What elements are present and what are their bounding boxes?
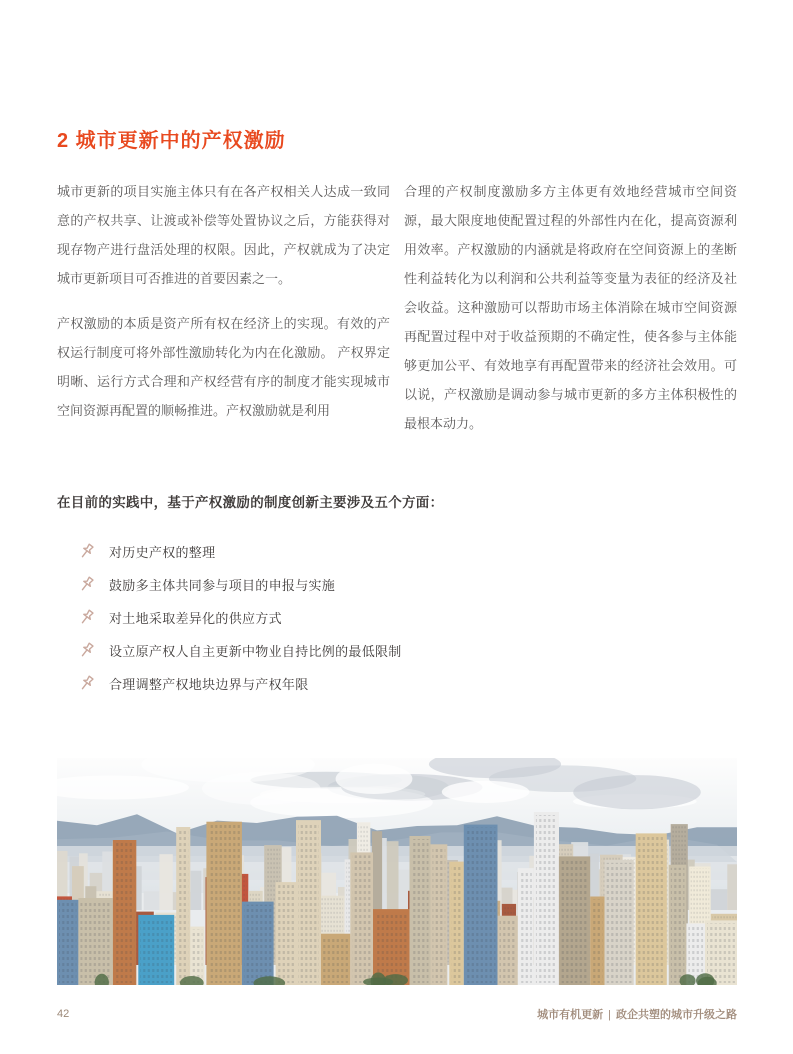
- footer-subtitle: 政企共塑的城市升级之路: [616, 1009, 737, 1021]
- page-number: 42: [57, 1008, 70, 1020]
- paragraph: 产权激励的本质是资产所有权在经济上的实现。有效的产权运行制度可将外部性激励转化为内在化激励。 产权界定明晰、运行方式合理和产权经营有序的制度才能实现城市空间资源再配置的顺畅推进。产权激励就是利用: [57, 316, 390, 418]
- body-columns: [57, 177, 737, 438]
- footer-separator: |: [608, 1009, 611, 1021]
- bullet-label: 对历史产权的整理: [109, 544, 216, 560]
- cityscape-photo: [57, 758, 737, 985]
- paragraph: 合理的产权制度激励多方主体更有效地经营城市空间资源，最大限度地使配置过程的外部性内在化，提高资源利用效率。产权激励的内涵就是将政府在空间资源上的垄断性利益转化为以利润和公共利益等变量为表征的经济及社会收益。这种激励可以帮助市场主体消除在城市空间资源再配置过程中对于收益预期的不确定性，使各参与主体能够更加公平、有效地享有再配置带来的经济社会效用。可以说，产权激励是调动参与城市更新的多方主体积极性的最根本动力。: [404, 184, 737, 431]
- footer-series: 城市有机更新: [537, 1009, 604, 1021]
- left-column: [57, 177, 390, 438]
- list-item: [76, 606, 402, 628]
- bullet-label: 设立原产权人自主更新中物业自持比例的最低限制: [109, 643, 402, 659]
- bullet-label: 鼓励多主体共同参与项目的申报与实施: [109, 577, 336, 593]
- pushpin-icon: [76, 673, 97, 694]
- bullet-label: 合理调整产权地块边界与产权年限: [109, 676, 309, 692]
- section-title: 2 城市更新中的产权激励: [57, 130, 286, 152]
- pushpin-icon: [76, 640, 97, 661]
- list-item: [76, 672, 402, 694]
- pushpin-icon: [76, 574, 97, 595]
- bullet-label: 对土地采取差异化的供应方式: [109, 610, 282, 626]
- right-column: [404, 177, 737, 438]
- footer-title: [537, 1006, 737, 1022]
- bullet-list: [76, 540, 402, 705]
- page-footer: [57, 1006, 737, 1022]
- lead-in-heading: 在目前的实践中，基于产权激励的制度创新主要涉及五个方面：: [57, 495, 444, 510]
- paragraph: 城市更新的项目实施主体只有在各产权相关人达成一致同意的产权共享、让渡或补偿等处置协议之后，方能获得对现存物产进行盘活处理的权限。因此，产权就成为了决定城市更新项目可否推进的首要因素之一。: [57, 184, 390, 286]
- list-item: [76, 573, 402, 595]
- list-item: [76, 540, 402, 562]
- pushpin-icon: [76, 607, 97, 628]
- pushpin-icon: [76, 541, 97, 562]
- list-item: [76, 639, 402, 661]
